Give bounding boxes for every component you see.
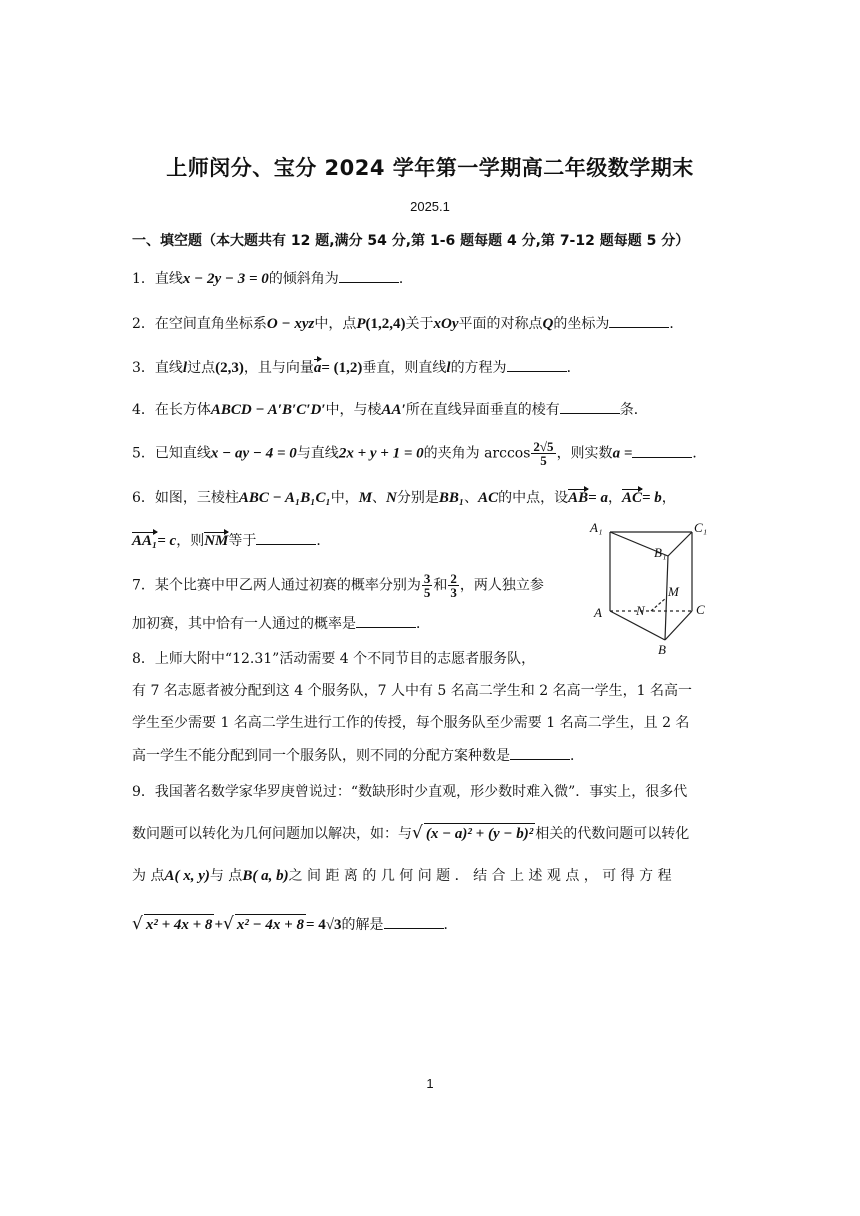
answer-blank[interactable] <box>632 443 692 458</box>
math-expression: BB₁ <box>438 490 465 506</box>
vector-nm: NM <box>204 533 229 549</box>
vector-a: a <box>313 360 322 376</box>
fraction <box>422 572 433 599</box>
question-9-line-3 <box>132 866 732 886</box>
question-text: ． <box>570 748 584 764</box>
question-text: 高一学生不能分配到同一个服务队，则不同的分配方案种数是 <box>132 748 510 764</box>
label-n: N <box>636 603 645 618</box>
label-a: A <box>594 605 602 620</box>
question-text: ． <box>443 917 458 933</box>
question-text: 条． <box>619 402 648 418</box>
question-number: 9． <box>132 784 155 800</box>
question-text: 有 7 名志愿者被分配到这 4 个服务队，7 人中有 5 名高二学生和 2 名高一学生，1 名高一 <box>132 683 692 699</box>
math-expression: P <box>356 316 366 332</box>
math-expression: = (1,2) <box>321 360 363 376</box>
math-expression: AC <box>478 490 499 506</box>
question-number: 2． <box>132 316 155 332</box>
question-8-line-2 <box>132 681 732 701</box>
math-expression: = b <box>641 490 662 506</box>
question-text: ， <box>661 490 676 506</box>
question-text: 和 <box>433 577 448 594</box>
question-text: 的倾斜角为 <box>268 271 339 287</box>
label-b: B <box>658 642 666 657</box>
question-text: 的中点，设 <box>498 490 569 506</box>
question-text: 上师大附中“12.31”活动需要 4 个不同节目的志愿者服务队， <box>154 651 536 667</box>
question-text: 平面的对称点 <box>458 316 543 332</box>
question-text: ． <box>316 533 331 549</box>
question-text: 在空间直角坐标系 <box>154 316 267 332</box>
fraction <box>531 440 555 467</box>
question-text: 垂直，则直线 <box>362 360 447 376</box>
question-text: ，则实数 <box>556 445 613 462</box>
question-1 <box>132 268 732 289</box>
sqrt-sign: √ <box>132 914 143 934</box>
math-expression: x − ay − 4 = 0 <box>210 445 297 462</box>
question-9-line-2 <box>132 823 732 844</box>
question-text: ，则 <box>176 533 205 549</box>
question-number: 8． <box>132 651 155 667</box>
label-c1: C₁ <box>694 520 708 535</box>
sqrt-sign: √ <box>223 914 234 934</box>
math-expression: l <box>182 360 188 376</box>
question-text: ． <box>416 616 430 632</box>
question-text: 相关的代数问题可以转化 <box>535 826 690 842</box>
math-expression: ABC − A₁B₁C₁ <box>238 490 331 506</box>
question-text: 的方程为 <box>450 360 507 376</box>
label-a1: A₁ <box>590 520 603 535</box>
math-expression: Q <box>542 316 554 332</box>
page-number: 1 <box>426 1076 434 1091</box>
page-title: 上师闵分、宝分 2024 学年第一学期高二年级数学期末 <box>166 156 694 180</box>
question-text: 等于 <box>228 533 257 549</box>
question-number: 6． <box>132 490 155 506</box>
vector-ac: AC <box>621 490 642 506</box>
fraction-numerator: 2√5 <box>533 439 554 454</box>
prism-figure <box>588 520 718 660</box>
question-number: 5． <box>132 445 155 462</box>
math-expression: B( a, b) <box>242 868 289 884</box>
math-expression: x² + 4x + 8 <box>144 914 215 935</box>
math-expression: A( x, y) <box>164 868 210 884</box>
math-expression: 2x + y + 1 = 0 <box>338 445 424 462</box>
question-text: 的坐标为 <box>553 316 610 332</box>
question-text: ，且与向量 <box>243 360 314 376</box>
question-text: 如图，三棱柱 <box>154 490 239 506</box>
question-text: 过点 <box>187 360 216 376</box>
question-text: 已知直线 <box>154 445 211 462</box>
math-expression: a = <box>612 445 633 462</box>
answer-blank[interactable] <box>384 914 444 929</box>
question-text: ． <box>692 445 707 462</box>
math-expression: l <box>446 360 451 376</box>
answer-blank[interactable] <box>256 530 316 545</box>
question-text: 的夹角为 arccos <box>423 445 531 462</box>
fraction <box>448 572 459 599</box>
answer-blank[interactable] <box>609 313 669 328</box>
exam-date: 2025.1 <box>410 199 450 214</box>
math-expression: AA′ <box>381 402 406 418</box>
math-expression: (x − a)² + (y − b)² <box>424 823 535 844</box>
answer-blank[interactable] <box>507 357 567 372</box>
fraction-numerator: 3 <box>423 571 431 586</box>
question-3 <box>132 357 732 378</box>
question-text: ． <box>398 271 413 287</box>
math-expression: O − xyz <box>266 316 315 332</box>
segment-nm <box>651 598 666 611</box>
label-b1: B₁ <box>654 545 667 560</box>
question-9-line-4 <box>132 914 732 935</box>
prism-edges <box>610 532 692 640</box>
math-expression: ABCD − A′B′C′D′ <box>210 402 326 418</box>
question-number: 7． <box>132 577 155 594</box>
question-text: 中， <box>330 490 359 506</box>
question-text: 的解是 <box>341 917 384 933</box>
question-text: 、 <box>372 490 387 506</box>
question-text: 之 间 距 离 的 几 何 问 题 ． 结 合 上 述 观 点 ， 可 得 方 程 <box>288 868 672 884</box>
question-6 <box>132 488 732 508</box>
question-text: 直线 <box>154 271 183 287</box>
answer-blank[interactable] <box>356 613 416 628</box>
question-text: ，两人独立参 <box>459 577 544 594</box>
math-expression: = 4√3 <box>305 917 342 933</box>
question-text: 在长方体 <box>154 402 211 418</box>
question-8-line-3 <box>132 713 732 733</box>
answer-blank[interactable] <box>560 399 620 414</box>
question-text: 分别是 <box>396 490 439 506</box>
vector-aa1: AA₁ <box>132 533 158 549</box>
math-expression: (2,3) <box>215 360 244 376</box>
question-number: 4． <box>132 402 155 418</box>
fraction-numerator: 2 <box>450 571 457 586</box>
label-m: M <box>668 584 679 599</box>
question-5 <box>132 440 732 467</box>
question-9 <box>132 782 732 802</box>
math-expression: x² − 4x + 8 <box>235 914 306 935</box>
question-text: ， <box>607 490 622 506</box>
math-expression: M <box>358 490 373 506</box>
question-8-line-4 <box>132 745 732 766</box>
question-text: 直线 <box>154 360 183 376</box>
label-c: C <box>696 602 705 617</box>
sqrt-sign: √ <box>412 823 423 843</box>
fraction-denominator: 5 <box>540 453 547 468</box>
question-text: 我国著名数学家华罗庚曾说过：“数缺形时少直观，形少数时难入微”．事实上，很多代 <box>154 784 688 800</box>
fraction-denominator: 3 <box>450 585 457 600</box>
math-expression: x − 2y − 3 = 0 <box>182 271 269 287</box>
question-4 <box>132 399 732 420</box>
math-expression: (1,2,4) <box>365 316 406 332</box>
answer-blank[interactable] <box>510 745 570 760</box>
question-text: 为 点 <box>132 868 165 884</box>
question-text: ． <box>669 316 684 332</box>
question-2 <box>132 313 732 334</box>
math-expression: N <box>386 490 397 506</box>
math-expression: xOy <box>433 316 459 332</box>
edge-b1c1 <box>668 532 692 556</box>
math-expression: = a <box>588 490 608 506</box>
question-text: 关于 <box>405 316 434 332</box>
question-text: 学生至少需要 1 名高二学生进行工作的传授，每个服务队至少需要 1 名高二学生，且 2 名 <box>132 715 690 731</box>
section-heading: 一、填空题（本大题共有 12 题,满分 54 分,第 1-6 题每题 4 分,第 7-12 题每题 5 分） <box>132 233 690 249</box>
math-expression: + <box>214 917 223 933</box>
question-text: 某个比赛中甲乙两人通过初赛的概率分别为 <box>154 577 421 594</box>
vector-ab: AB <box>568 490 589 506</box>
question-text: 、 <box>464 490 479 506</box>
fraction-denominator: 5 <box>423 585 431 600</box>
question-text: 加初赛，其中恰有一人通过的概率是 <box>132 616 356 632</box>
answer-blank[interactable] <box>339 268 399 283</box>
question-text: 数问题可以转化为几何问题加以解决，如：与 <box>132 826 412 842</box>
question-text: 中，点 <box>314 316 357 332</box>
question-text: ． <box>566 360 581 376</box>
question-text: 与直线 <box>296 445 339 462</box>
question-number: 1． <box>132 271 155 287</box>
edge-bc <box>665 611 692 640</box>
question-text: 与 点 <box>209 868 243 884</box>
question-number: 3． <box>132 360 155 376</box>
question-text: 所在直线异面垂直的棱有 <box>405 402 560 418</box>
question-text: 中，与棱 <box>325 402 382 418</box>
math-expression: = c <box>157 533 177 549</box>
